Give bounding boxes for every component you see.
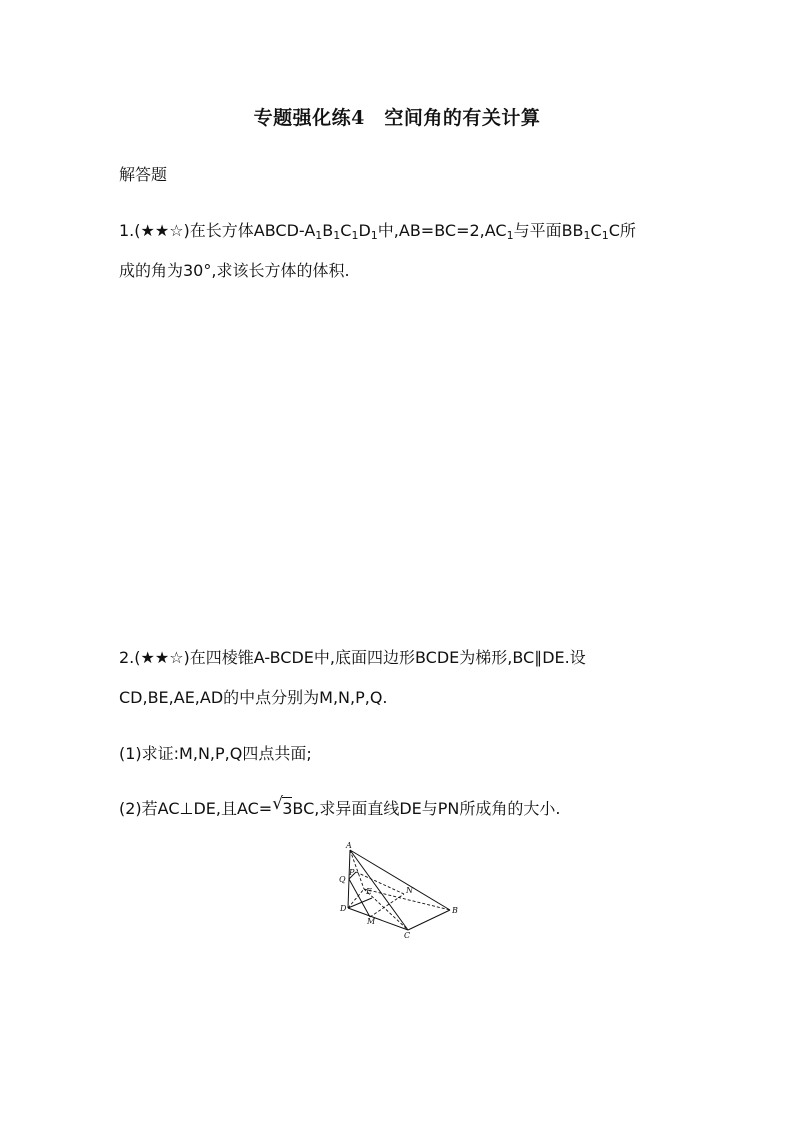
label-q: Q — [339, 875, 346, 884]
question-2-part-1: (1)求证:M,N,P,Q四点共面; — [119, 744, 312, 763]
label-n: N — [406, 886, 413, 895]
label-p: P — [349, 868, 355, 877]
section-heading: 解答题 — [119, 165, 168, 184]
question-2-line-2: CD,BE,AE,AD的中点分别为M,N,P,Q. — [119, 688, 388, 707]
question-1-line-1: 1.(★★☆)在长方体ABCD-$A_1B_1C_1D_1$中$,AB=BC=2,AC_1$与平面$BB_1C_1C$所 — [119, 221, 636, 242]
question-1-line-2: 成的角为30°,求该长方体的体积. — [119, 261, 350, 280]
question-2-part-2: (2)若AC⊥DE,且AC= √ 3BC,求异面直线DE与PN所成角的大小. — [119, 794, 561, 818]
label-d: D — [340, 904, 347, 913]
label-b: B — [452, 906, 458, 915]
label-m: M — [367, 917, 376, 926]
label-c: C — [404, 931, 411, 940]
pyramid-figure — [332, 838, 472, 948]
sqrt-expression: √ 3 — [272, 794, 293, 818]
page-title: 专题强化练4 空间角的有关计算 — [253, 107, 541, 129]
question-2-line-1: 2.(★★☆)在四棱锥A-BCDE中,底面四边形BCDE为梯形,BC∥DE.设 — [119, 648, 586, 667]
label-a: A — [346, 841, 352, 850]
label-e: E — [366, 887, 372, 896]
